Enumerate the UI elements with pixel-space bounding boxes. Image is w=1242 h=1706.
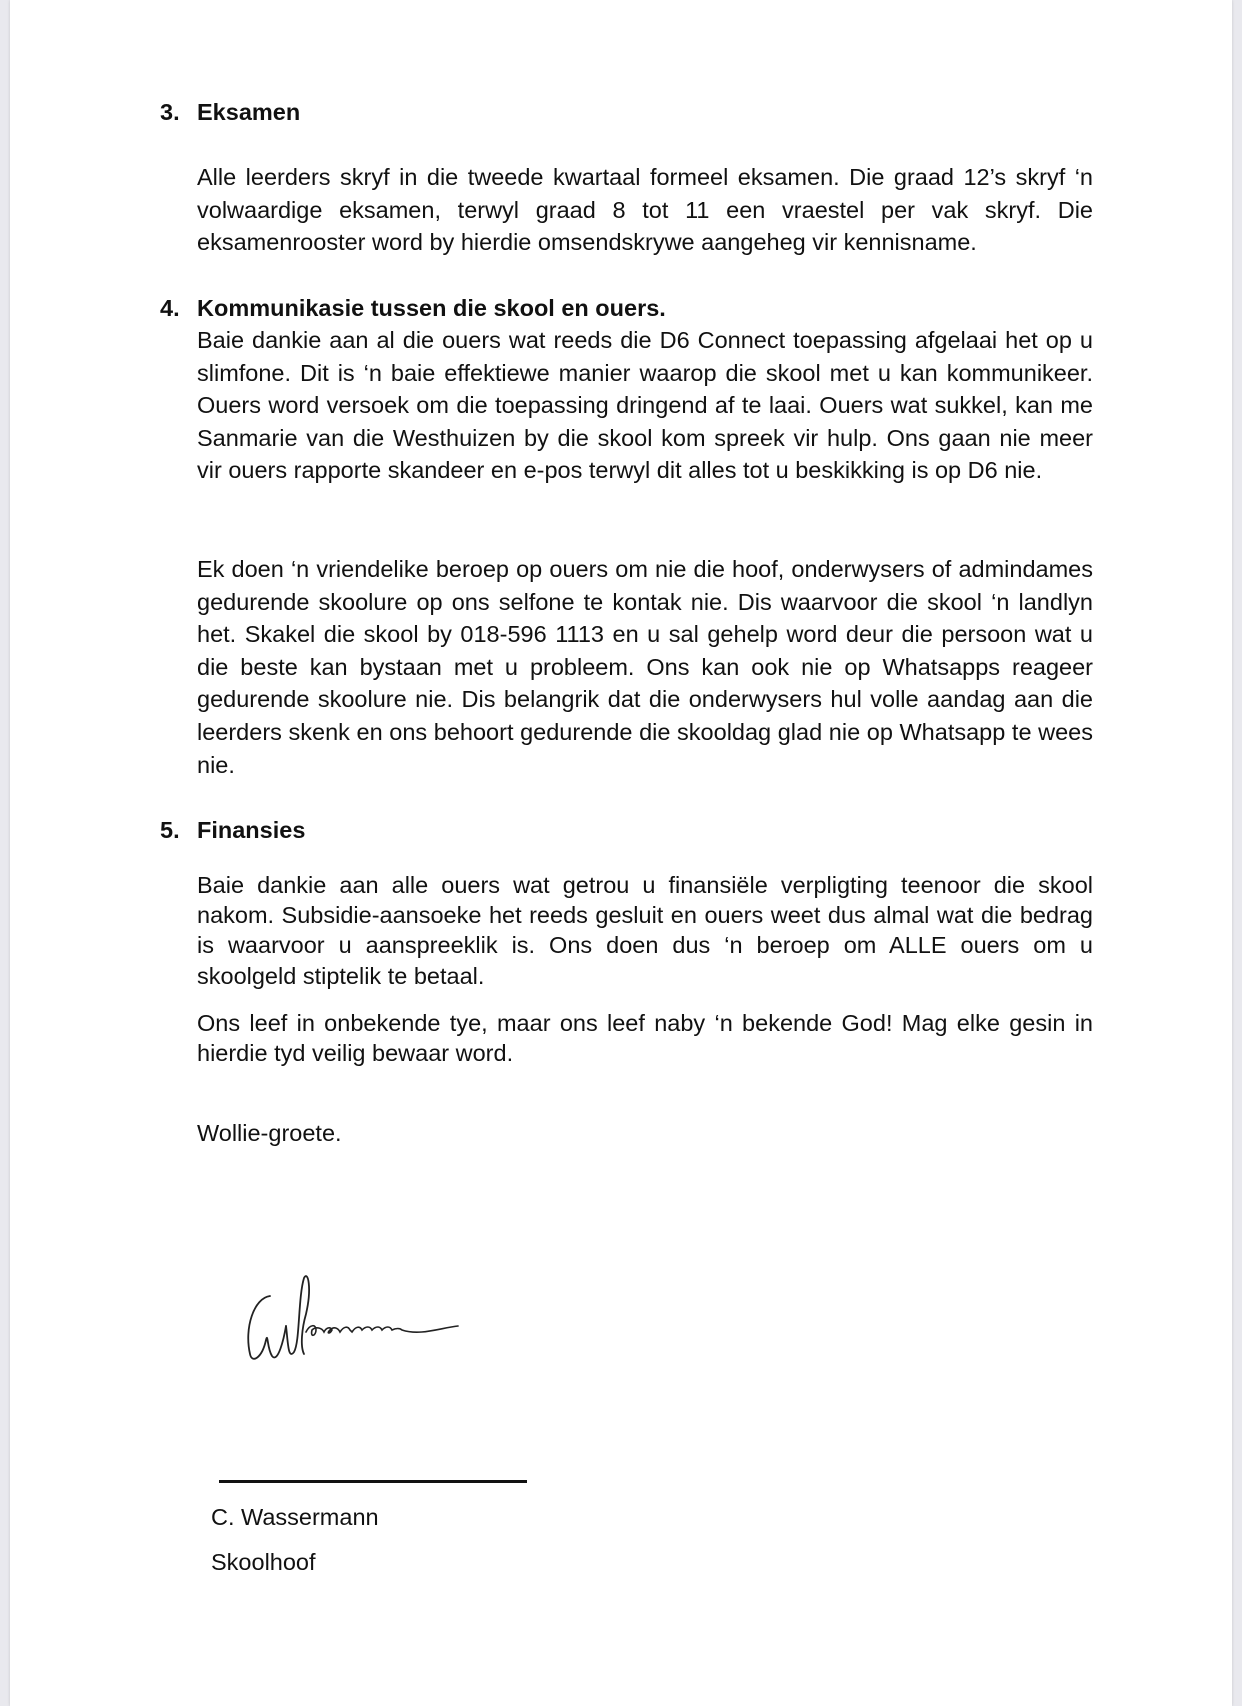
section-title: Kommunikasie tussen die skool en ouers. — [197, 295, 666, 321]
signatory-title: Skoolhoof — [211, 1549, 316, 1575]
section-number: 4. — [160, 295, 180, 321]
section-title: Eksamen — [197, 99, 301, 125]
paragraph-finansies: Baie dankie aan alle ouers wat getrou u finansiële verpligting teenoor die skool nakom. Subsidie-aansoeke het reeds gesluit en ouers weet dus almal wat die bedrag is waarvoor u aanspreeklik is. Ons doen dus ‘n beroep om ALLE ouers om u skoolgeld stiptelik te betaal. — [197, 872, 1093, 989]
section-heading-kommunikasie — [160, 293, 666, 323]
document-page — [10, 0, 1232, 1706]
paragraph-blessing: Ons leef in onbekende tye, maar ons leef naby ‘n bekende God! Mag elke gesin in hierdie tyd veilig bewaar word. — [197, 1010, 1093, 1067]
signature-line — [219, 1480, 527, 1483]
closing-greeting: Wollie-groete. — [197, 1120, 342, 1146]
paragraph-d6-connect: Baie dankie aan al die ouers wat reeds die D6 Connect toepassing afgelaai het op u slimfone. Dit is ‘n baie effektiewe manier waarop die skool met u kan kommunikeer. Ouers word versoek om die toepassing dringend af te laai. Ouers wat sukkel, kan me Sanmarie van die Westhuizen by die skool kom spreek vir hulp. Ons gaan nie meer vir ouers rapporte skandeer en e-pos terwyl dit alles tot u beskikking is op D6 nie. — [197, 327, 1093, 484]
paragraph-eksamen: Alle leerders skryf in die tweede kwartaal formeel eksamen. Die graad 12’s skryf ‘n volwaardige eksamen, terwyl graad 8 tot 11 een vraestel per vak skryf. Die eksamenrooster word by hierdie omsendskrywe aangeheg vir kennisname. — [197, 164, 1093, 256]
section-heading-eksamen — [160, 97, 300, 127]
section-heading-finansies — [160, 815, 305, 845]
paragraph-contact-request: Ek doen ‘n vriendelike beroep op ouers om nie die hoof, onderwysers of admindames gedurende skoolure op ons selfone te kontak nie. Dis waarvoor die skool ‘n landlyn het. Skakel die skool by 018-596 1113 en u sal gehelp word deur die persoon wat u die beste kan bystaan met u probleem. Ons kan ook nie op Whatsapps reageer gedurende skoolure nie. Dis belangrik dat die onderwysers hul volle aandag aan die leerders skenk en ons behoort gedurende die skooldag glad nie op Whatsapp te wees nie. — [197, 556, 1093, 778]
section-number: 3. — [160, 99, 180, 125]
signatory-name: C. Wassermann — [211, 1504, 379, 1530]
section-number: 5. — [160, 817, 180, 843]
section-title: Finansies — [197, 817, 306, 843]
handwritten-signature — [240, 1268, 460, 1368]
